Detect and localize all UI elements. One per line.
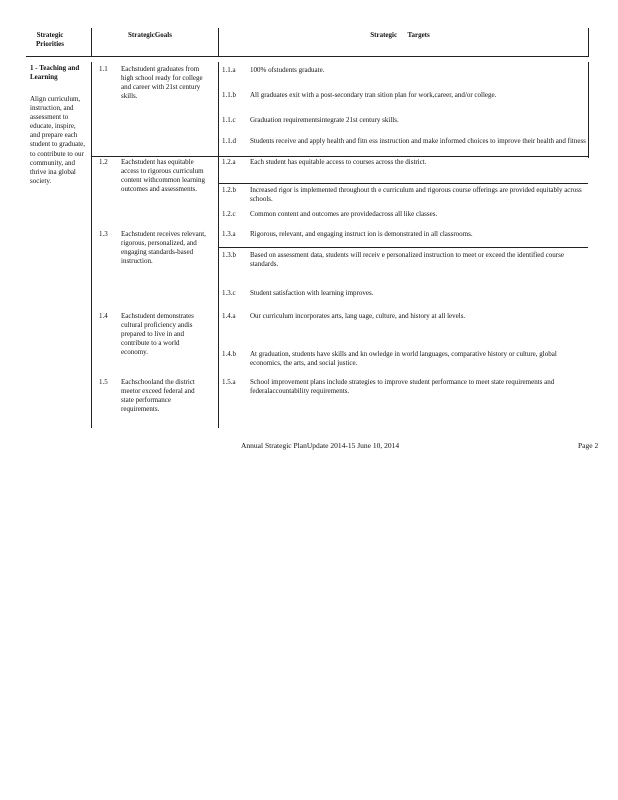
target-text: Increased rigor is implemented throughout th e curriculum and rigorous course offerings are provided equitably across schools.: [250, 186, 582, 204]
target-text: All graduates exit with a post-secondary tran sition plan for work,career, and/or college.: [250, 91, 497, 99]
goal-number: 1.2: [99, 158, 108, 166]
target-text: School improvement plans include strategies to improve student performance to meet state requirements and federalaccountability requirements.: [250, 378, 555, 396]
target-text: At graduation, students have skills and kn owledge in world languages, comparative history or culture, global economics, the arts, and social justice.: [250, 350, 557, 368]
target-number: 1.3.b: [222, 251, 236, 259]
target-number: 1.2.b: [222, 186, 236, 194]
target-text: Each student has equitable access to courses across the district.: [250, 158, 427, 166]
target-number: 1.1.c: [222, 116, 236, 124]
goal-text: Eachstudent has equitable access to rigorous curriculum content withcommon learning outcomes and assessments.: [121, 158, 205, 194]
target-number: 1.5.a: [222, 378, 236, 386]
column-divider-3: [588, 28, 589, 57]
target-text: Rigorous, relevant, and engaging instruct ion is demonstrated in all classrooms.: [250, 230, 473, 238]
target-number: 1.1.a: [222, 66, 236, 74]
goal-number: 1.4: [99, 312, 108, 320]
column-divider-1-body: [91, 62, 92, 428]
target-text: Student satisfaction with learning improves.: [250, 289, 374, 297]
column-divider-2-body: [218, 62, 219, 428]
target-text: Our curriculum incorporates arts, lang uage, culture, and history at all levels.: [250, 312, 466, 320]
goal-text: Eachstudent graduates from high school ready for college and career with 21st century skills.: [121, 65, 203, 101]
target-number: 1.1.d: [222, 137, 236, 145]
target-text: Based on assessment data, students will receiv e personalized instruction to meet or exceed the identified course standards.: [250, 251, 564, 269]
target-number: 1.3.c: [222, 289, 236, 297]
target-text: Students receive and apply health and fitn ess instruction and make informed choices to improve their health and fitness: [250, 137, 586, 145]
target-text: 100% ofstudents graduate.: [250, 66, 325, 74]
header-priorities: Strategic Priorities: [36, 31, 64, 49]
target-number: 1.1.b: [222, 91, 236, 99]
target-number: 1.2.c: [222, 210, 236, 218]
row-rule-goal-1-2: [91, 156, 589, 157]
target-text: Common content and outcomes are providedacross all like classes.: [250, 210, 438, 218]
footer-page-number: Page 2: [578, 441, 599, 450]
column-divider-3-body: [588, 62, 589, 158]
goal-text: Eachschooland the district meetor exceed federal and state performance requirements.: [121, 378, 195, 414]
goal-text: Eachstudent receives relevant, rigorous, personalized, and engaging standards-based instruction.: [121, 230, 206, 266]
goal-text: Eachstudent demonstrates cultural proficiency andis prepared to live in and contribute to a world economy.: [121, 312, 194, 357]
header-rule: [26, 56, 589, 57]
target-number: 1.2.a: [222, 158, 236, 166]
goal-number: 1.1: [99, 65, 108, 73]
footer-document-title: Annual Strategic PlanUpdate 2014-15 June 10, 2014: [241, 441, 400, 450]
target-number: 1.4.a: [222, 312, 236, 320]
row-rule-target-1-2-b: [218, 183, 588, 184]
target-number: 1.4.b: [222, 350, 236, 358]
goal-number: 1.5: [99, 378, 108, 386]
target-number: 1.3.a: [222, 230, 236, 238]
goal-number: 1.3: [99, 230, 108, 238]
column-divider-2: [218, 28, 219, 57]
target-text: Graduation requirementsintegrate 21st century skills.: [250, 116, 399, 124]
column-divider-1: [91, 28, 92, 57]
row-rule-target-1-3-b: [218, 247, 588, 248]
header-targets: Strategic Targets: [370, 31, 430, 39]
priority-description: Align curriculum, instruction, and assessment to educate, inspire, and prepare each student to graduate, to contribute to our community, and thrive ina global society.: [30, 95, 86, 185]
header-goals: StrategicGoals: [128, 31, 172, 39]
priority-title: 1 - Teaching and Learning: [30, 64, 80, 82]
